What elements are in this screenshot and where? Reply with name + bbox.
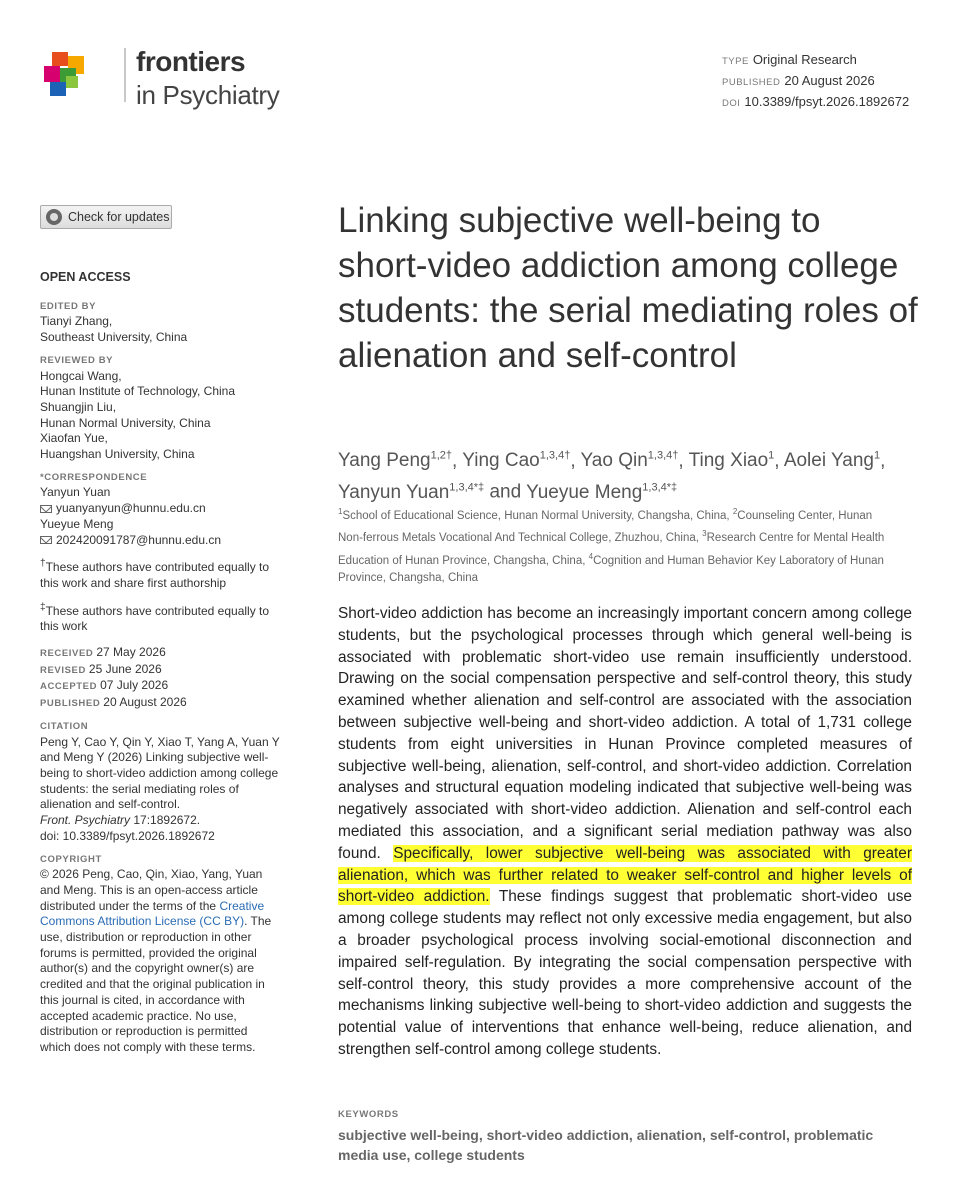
editor-name: Tianyi Zhang, xyxy=(40,314,113,329)
correspondence xyxy=(40,485,280,548)
article-title: Linking subjective well-being to short-video addiction among college students: the serial mediating roles of alienation and self-control xyxy=(338,201,918,375)
date-accepted: ACCEPTED 07 July 2026 xyxy=(40,678,169,693)
brand-name: frontiers xyxy=(136,46,246,77)
author[interactable]: Aolei Yang$^1$ xyxy=(783,450,881,472)
edited-by-label: EDITED BY xyxy=(40,300,97,312)
envelope-icon xyxy=(40,505,52,513)
citation-label: CITATION xyxy=(40,720,89,732)
author[interactable]: Yang Peng$^{1,2\dagger}$ xyxy=(338,450,453,472)
author-list: Yang Peng$^{1,2\dagger}$, Ying Cao$^{1,3,4\dagger}$, Yao Qin$^{1,3,4\dagger}$, Ting Xiao$^1$, Aolei Yang$^1$, Yanyun Yuan$^{1,3,4*\ddagger}$ and Yueyue Meng$^{1,3,4*\ddagger}$ xyxy=(338,450,886,503)
email-link[interactable] xyxy=(40,533,280,549)
frontiers-logo-icon xyxy=(38,46,118,106)
reviewer-name: Hongcai Wang, xyxy=(40,368,122,383)
copyright-label: COPYRIGHT xyxy=(40,853,102,865)
meta-type: TYPE Original Research xyxy=(722,52,857,67)
abstract: Short-video addiction has become an increasingly important concern among college students, but the psychological processes through which general well-being is associated with problematic short-video use remain insufficiently understood. Drawing on the social compensation perspective and self-control theory, this study examined whether alienation and self-control are associated with the association between subjective well-being and short-video addiction. A total of 1,731 college students from eight universities in Hunan Province completed measures of subjective well-being, alienation, self-control, and short-video addiction. Correlation analyses and structural equation modeling indicated that subjective well-being was negatively associated with short-video addiction. Alienation and self-control each mediated this association, and a significant serial mediation pathway was also found. Specifically, lower subjective well-being was associated with greater alienation, which was further related to weaker self-control and higher levels of short-video addiction. These findings suggest that problematic short-video use among college students may reflect not only excessive media engagement, but also a broader psychological process involving social-emotional disconnection and impaired self-regulation. By integrating the social compensation perspective with self-control theory, this study provides a more comprehensive account of the mechanisms linking subjective well-being to short-video addiction and suggests the potential value of interventions that enhance well-being, reduce alienation, and strengthen self-control among college students. xyxy=(338,605,912,1058)
keywords: subjective well-being, short-video addiction, alienation, self-control, problematic media use, college students xyxy=(338,1127,874,1163)
reviewer-name: Shuangjin Liu, xyxy=(40,399,117,414)
email-address[interactable]: yuanyanyun@hunnu.edu.cn xyxy=(56,501,206,516)
date-published: PUBLISHED 20 August 2026 xyxy=(40,695,187,710)
cc-by-license-link[interactable]: Creative Commons Attribution License (CC BY) xyxy=(40,898,265,929)
check-for-updates-label: Check for updates xyxy=(68,210,170,224)
author-note-2: ‡These authors have contributed equally to this work xyxy=(40,601,270,634)
reviewer-name: Xiaofan Yue, xyxy=(40,431,108,446)
meta-doi[interactable]: DOI 10.3389/fpsyt.2026.1892672 xyxy=(722,94,910,109)
sidebar xyxy=(40,270,280,1062)
date-revised: REVISED 25 June 2026 xyxy=(40,661,162,676)
author[interactable]: Yao Qin$^{1,3,4\dagger}$ xyxy=(580,450,679,472)
highlighted-text: Specifically, lower subjective well-being was associated with greater alienation, which was further related to weaker self-control and higher levels of short-video addiction. xyxy=(338,844,912,906)
reviewer-affiliation: Huangshan University, China xyxy=(40,447,195,462)
edited-by xyxy=(40,314,280,345)
reviewer-affiliation: Hunan Institute of Technology, China xyxy=(40,384,236,399)
reviewer-affiliation: Hunan Normal University, China xyxy=(40,415,211,430)
citation-doi[interactable]: doi: 10.3389/fpsyt.2026.1892672 xyxy=(40,828,215,843)
author[interactable]: Ying Cao$^{1,3,4\dagger}$ xyxy=(462,450,571,472)
correspondent-name: Yueyue Meng xyxy=(40,516,114,531)
reviewed-by-label: REVIEWED BY xyxy=(40,354,114,366)
correspondent-name: Yanyun Yuan xyxy=(40,485,111,500)
copyright: © 2026 Peng, Cao, Qin, Xiao, Yang, Yuan and Meng. This is an open-access article distributed under the terms of the Creative Commons Attribution License (CC BY). The use, distribution or reproduction in other forums is permitted, provided the original author(s) and the copyright owner(s) are credited and that the original publication in this journal is cited, in accordance with accepted academic practice. No use, distribution or reproduction is permitted which does not comply with these terms. xyxy=(40,867,272,1054)
keywords-label: KEYWORDS xyxy=(338,1109,399,1120)
dates xyxy=(40,645,280,712)
affiliations: $^1$School of Educational Science, Hunan Normal University, Changsha, China, $^2$Counseling Center, Hunan Non-ferrous Metals Vocational And Technical College, Zhuzhou, China, $^3$Research Centre for Mental Health Education of Hunan Province, Changsha, China, $^4$Cognition and Human Behavior Key Laboratory of Hunan Province, Changsha, China xyxy=(338,507,885,584)
article-meta xyxy=(722,50,909,113)
check-for-updates-button[interactable] xyxy=(40,205,172,229)
logo-divider xyxy=(124,48,126,102)
author-note-1: †These authors have contributed equally to this work and share first authorship xyxy=(40,558,270,590)
citation: Peng Y, Cao Y, Qin Y, Xiao T, Yang A, Yuan Y and Meng Y (2026) Linking subjective well-being to short-video addiction among college students: the serial mediating roles of alienation and self-control. Front. Psychiatry 17:1892672. doi: 10.3389/fpsyt.2026.1892672 xyxy=(40,734,280,843)
author[interactable]: Ting Xiao$^1$ xyxy=(688,450,775,472)
meta-published: PUBLISHED 20 August 2026 xyxy=(722,73,875,88)
update-icon xyxy=(46,209,62,225)
envelope-icon xyxy=(40,536,52,544)
author[interactable]: Yueyue Meng$^{1,3,4*\ddagger}$ xyxy=(526,481,678,503)
email-address[interactable]: 202420091787@hunnu.edu.cn xyxy=(56,532,221,547)
open-access-label: OPEN ACCESS xyxy=(40,270,131,284)
journal-name: in Psychiatry xyxy=(136,80,280,110)
editor-affiliation: Southeast University, China xyxy=(40,330,188,345)
email-link[interactable] xyxy=(40,501,280,517)
reviewed-by xyxy=(40,369,280,463)
date-received: RECEIVED 27 May 2026 xyxy=(40,645,166,660)
correspondence-label: *CORRESPONDENCE xyxy=(40,471,148,483)
author[interactable]: Yanyun Yuan$^{1,3,4*\ddagger}$ xyxy=(338,481,485,503)
